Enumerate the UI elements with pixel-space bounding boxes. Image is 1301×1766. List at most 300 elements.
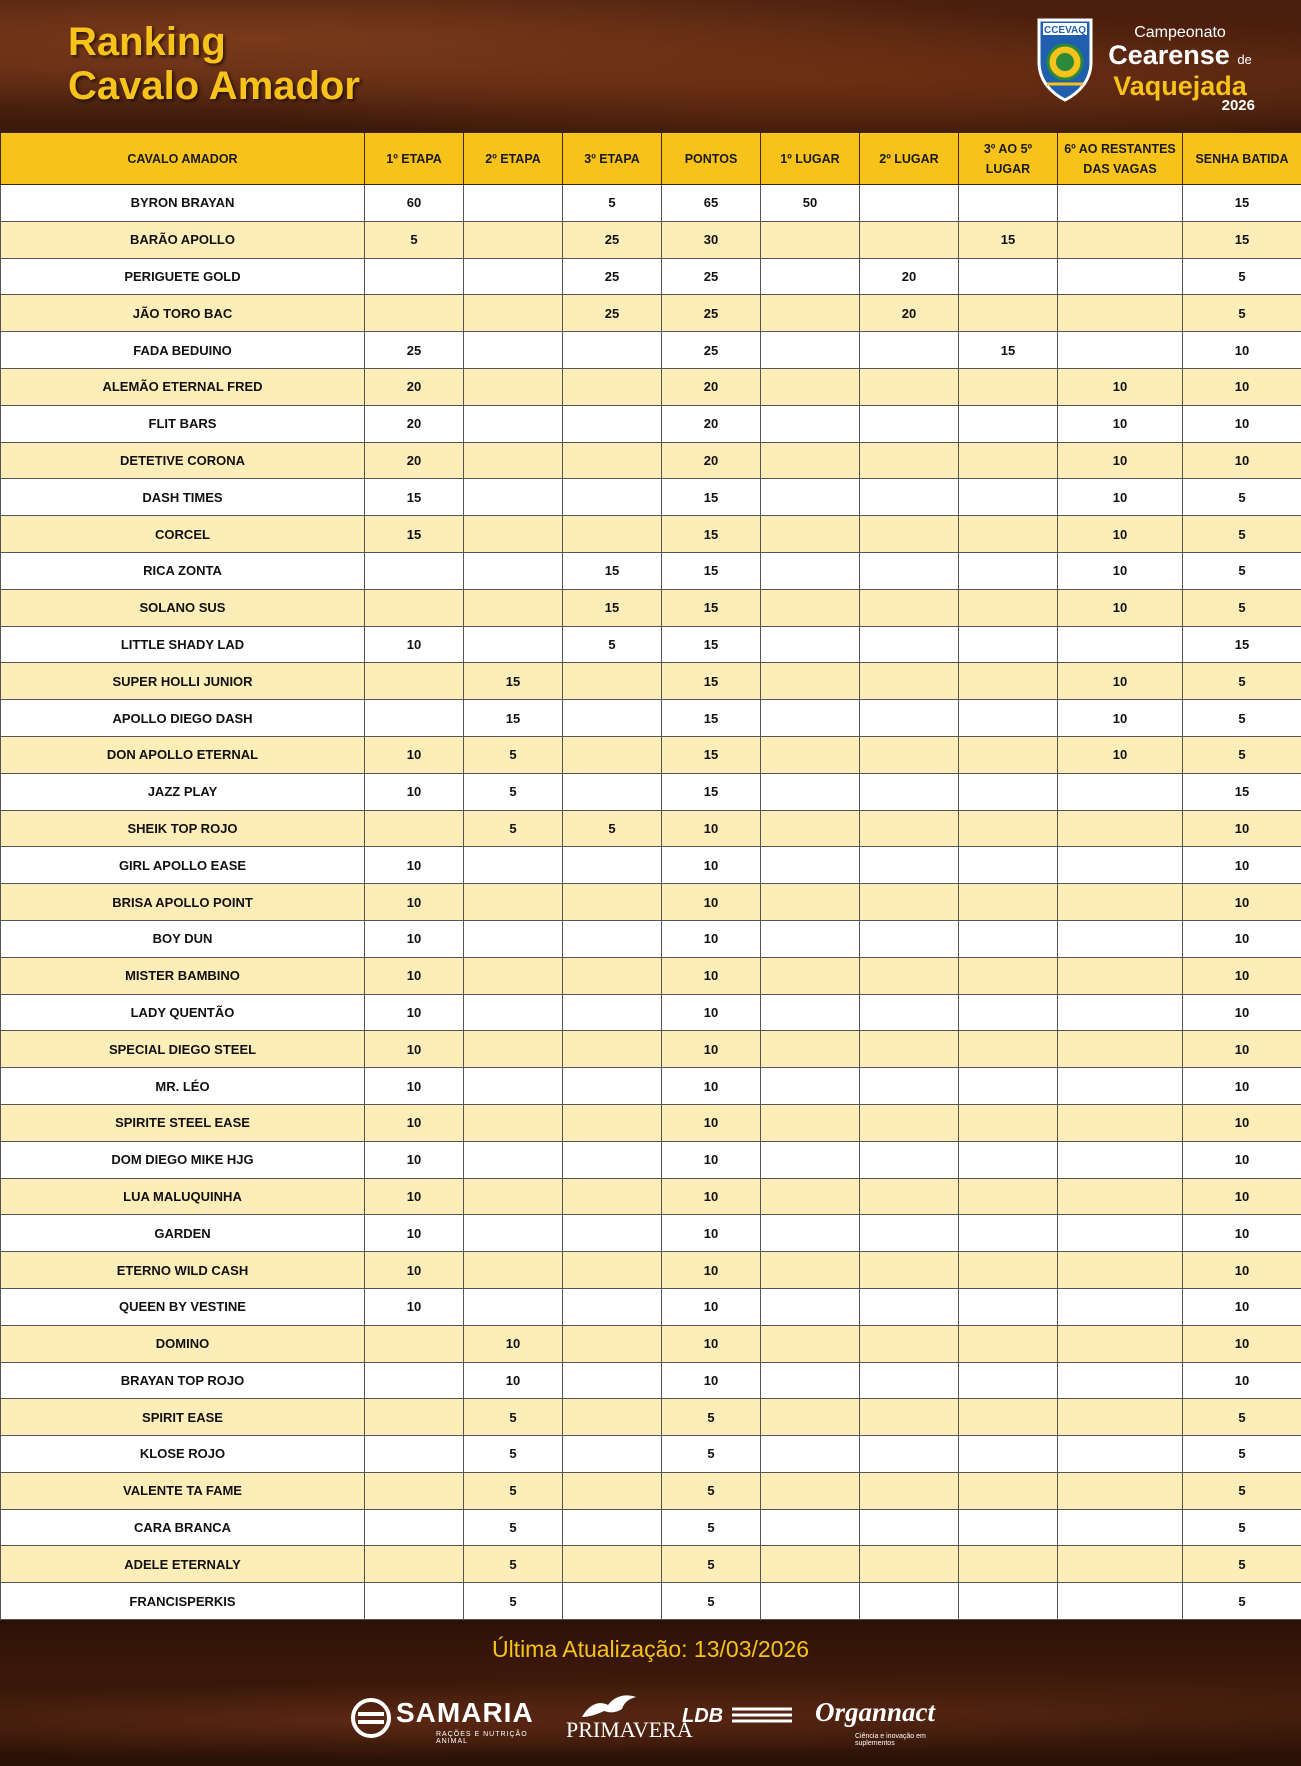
score-cell: 10 bbox=[662, 1068, 761, 1105]
score-cell: 10 bbox=[1183, 957, 1301, 994]
title-line-2: Cavalo Amador bbox=[68, 64, 360, 108]
score-cell: 15 bbox=[662, 626, 761, 663]
horse-name-cell: ALEMÃO ETERNAL FRED bbox=[1, 368, 365, 405]
logo-line-2-small: de bbox=[1237, 52, 1252, 67]
column-header: 1º LUGAR bbox=[761, 133, 860, 185]
score-cell bbox=[464, 1288, 563, 1325]
score-cell: 5 bbox=[662, 1509, 761, 1546]
horse-name-cell: ETERNO WILD CASH bbox=[1, 1252, 365, 1289]
score-cell bbox=[1058, 1325, 1183, 1362]
score-cell: 10 bbox=[365, 1215, 464, 1252]
score-cell bbox=[761, 295, 860, 332]
logo-text bbox=[1097, 24, 1263, 113]
score-cell: 10 bbox=[365, 1178, 464, 1215]
score-cell bbox=[860, 884, 959, 921]
horse-name-cell: LADY QUENTÃO bbox=[1, 994, 365, 1031]
score-cell bbox=[563, 1252, 662, 1289]
score-cell bbox=[860, 1068, 959, 1105]
score-cell bbox=[959, 258, 1058, 295]
score-cell: 10 bbox=[365, 994, 464, 1031]
score-cell: 15 bbox=[662, 663, 761, 700]
horse-name-cell: DOMINO bbox=[1, 1325, 365, 1362]
horse-name-cell: GIRL APOLLO EASE bbox=[1, 847, 365, 884]
score-cell: 5 bbox=[662, 1399, 761, 1436]
table-row bbox=[1, 773, 1301, 810]
score-cell bbox=[563, 736, 662, 773]
score-cell: 5 bbox=[563, 185, 662, 222]
score-cell bbox=[1058, 626, 1183, 663]
horse-name-cell: RICA ZONTA bbox=[1, 552, 365, 589]
table-row bbox=[1, 1252, 1301, 1289]
score-cell bbox=[365, 1399, 464, 1436]
score-cell bbox=[563, 332, 662, 369]
sponsor-primavera bbox=[562, 1691, 693, 1751]
horse-name-cell: KLOSE ROJO bbox=[1, 1436, 365, 1473]
score-cell: 10 bbox=[1058, 663, 1183, 700]
score-cell: 5 bbox=[464, 1546, 563, 1583]
score-cell bbox=[464, 1104, 563, 1141]
score-cell bbox=[1058, 1252, 1183, 1289]
score-cell: 10 bbox=[1058, 552, 1183, 589]
score-cell bbox=[563, 957, 662, 994]
score-cell bbox=[563, 1104, 662, 1141]
score-cell: 15 bbox=[1183, 221, 1301, 258]
score-cell bbox=[761, 1068, 860, 1105]
score-cell bbox=[959, 516, 1058, 553]
score-cell bbox=[563, 1472, 662, 1509]
score-cell: 10 bbox=[1058, 736, 1183, 773]
score-cell: 60 bbox=[365, 185, 464, 222]
horse-name-cell: LITTLE SHADY LAD bbox=[1, 626, 365, 663]
score-cell: 5 bbox=[662, 1583, 761, 1620]
table-row bbox=[1, 1288, 1301, 1325]
score-cell bbox=[365, 1509, 464, 1546]
score-cell bbox=[464, 1252, 563, 1289]
score-cell: 15 bbox=[959, 332, 1058, 369]
score-cell bbox=[1058, 1031, 1183, 1068]
score-cell bbox=[563, 1325, 662, 1362]
score-cell bbox=[1058, 1215, 1183, 1252]
score-cell bbox=[860, 1472, 959, 1509]
score-cell bbox=[959, 1031, 1058, 1068]
score-cell: 10 bbox=[365, 773, 464, 810]
score-cell bbox=[959, 1436, 1058, 1473]
score-cell bbox=[365, 295, 464, 332]
table-row bbox=[1, 994, 1301, 1031]
score-cell bbox=[761, 1509, 860, 1546]
score-cell: 5 bbox=[464, 1583, 563, 1620]
score-cell bbox=[860, 185, 959, 222]
score-cell bbox=[959, 1178, 1058, 1215]
score-cell bbox=[761, 1215, 860, 1252]
score-cell bbox=[860, 700, 959, 737]
score-cell bbox=[365, 1362, 464, 1399]
score-cell: 10 bbox=[1183, 1325, 1301, 1362]
score-cell bbox=[365, 1546, 464, 1583]
score-cell: 5 bbox=[1183, 1436, 1301, 1473]
score-cell bbox=[365, 258, 464, 295]
score-cell: 5 bbox=[662, 1436, 761, 1473]
score-cell: 10 bbox=[1058, 442, 1183, 479]
score-cell bbox=[563, 1509, 662, 1546]
score-cell bbox=[959, 1546, 1058, 1583]
score-cell bbox=[464, 258, 563, 295]
score-cell bbox=[464, 1178, 563, 1215]
score-cell: 5 bbox=[1183, 589, 1301, 626]
table-row bbox=[1, 332, 1301, 369]
horse-name-cell: JÃO TORO BAC bbox=[1, 295, 365, 332]
score-cell bbox=[563, 1031, 662, 1068]
table-row bbox=[1, 1104, 1301, 1141]
horse-name-cell: APOLLO DIEGO DASH bbox=[1, 700, 365, 737]
sponsor-samaria bbox=[350, 1691, 535, 1751]
organnact-subtitle: Ciência e inovação em suplementos bbox=[855, 1733, 926, 1747]
score-cell: 10 bbox=[365, 957, 464, 994]
horse-name-cell: QUEEN BY VESTINE bbox=[1, 1288, 365, 1325]
score-cell bbox=[860, 1399, 959, 1436]
score-cell bbox=[563, 1546, 662, 1583]
score-cell bbox=[464, 1068, 563, 1105]
table-row bbox=[1, 479, 1301, 516]
score-cell: 10 bbox=[662, 1178, 761, 1215]
score-cell: 50 bbox=[761, 185, 860, 222]
table-row bbox=[1, 442, 1301, 479]
score-cell bbox=[563, 1399, 662, 1436]
table-row bbox=[1, 185, 1301, 222]
score-cell bbox=[761, 442, 860, 479]
ldb-stripes-icon bbox=[732, 1707, 792, 1727]
score-cell bbox=[761, 1546, 860, 1583]
championship-logo bbox=[1033, 14, 1263, 114]
score-cell bbox=[860, 663, 959, 700]
score-cell bbox=[563, 479, 662, 516]
score-cell: 5 bbox=[563, 626, 662, 663]
score-cell: 15 bbox=[1183, 626, 1301, 663]
score-cell bbox=[860, 479, 959, 516]
score-cell bbox=[761, 332, 860, 369]
score-cell: 15 bbox=[563, 589, 662, 626]
score-cell bbox=[959, 700, 1058, 737]
score-cell: 5 bbox=[1183, 1472, 1301, 1509]
score-cell: 5 bbox=[662, 1546, 761, 1583]
score-cell bbox=[761, 1252, 860, 1289]
column-header: CAVALO AMADOR bbox=[1, 133, 365, 185]
score-cell: 10 bbox=[365, 1068, 464, 1105]
score-cell: 10 bbox=[1183, 920, 1301, 957]
score-cell bbox=[761, 258, 860, 295]
table-body bbox=[1, 185, 1301, 1620]
score-cell bbox=[563, 884, 662, 921]
score-cell: 15 bbox=[662, 552, 761, 589]
sponsor-ldb bbox=[682, 1691, 797, 1751]
score-cell: 20 bbox=[860, 258, 959, 295]
score-cell bbox=[959, 1141, 1058, 1178]
score-cell: 10 bbox=[365, 920, 464, 957]
score-cell: 20 bbox=[365, 442, 464, 479]
score-cell bbox=[860, 589, 959, 626]
score-cell: 5 bbox=[464, 773, 563, 810]
score-cell: 5 bbox=[464, 1399, 563, 1436]
score-cell bbox=[860, 405, 959, 442]
table-row bbox=[1, 1178, 1301, 1215]
score-cell bbox=[860, 810, 959, 847]
score-cell: 5 bbox=[464, 1436, 563, 1473]
score-cell: 10 bbox=[662, 957, 761, 994]
score-cell: 25 bbox=[365, 332, 464, 369]
score-cell bbox=[1058, 1141, 1183, 1178]
score-cell bbox=[959, 1362, 1058, 1399]
score-cell bbox=[563, 847, 662, 884]
primavera-name: PRIMAVERA bbox=[566, 1717, 693, 1742]
logo-line-3: Vaquejada bbox=[1113, 71, 1247, 101]
score-cell bbox=[464, 295, 563, 332]
table-row bbox=[1, 295, 1301, 332]
score-cell bbox=[1058, 847, 1183, 884]
score-cell bbox=[959, 1509, 1058, 1546]
score-cell bbox=[959, 1583, 1058, 1620]
score-cell: 10 bbox=[365, 626, 464, 663]
score-cell bbox=[959, 810, 1058, 847]
score-cell: 5 bbox=[1183, 1583, 1301, 1620]
horse-name-cell: LUA MALUQUINHA bbox=[1, 1178, 365, 1215]
score-cell bbox=[860, 994, 959, 1031]
table-row bbox=[1, 700, 1301, 737]
horse-name-cell: PERIGUETE GOLD bbox=[1, 258, 365, 295]
score-cell bbox=[761, 1325, 860, 1362]
table-row bbox=[1, 663, 1301, 700]
horse-name-cell: MR. LÉO bbox=[1, 1068, 365, 1105]
score-cell: 20 bbox=[662, 405, 761, 442]
score-cell: 10 bbox=[662, 884, 761, 921]
table-row bbox=[1, 847, 1301, 884]
score-cell: 10 bbox=[662, 920, 761, 957]
score-cell: 10 bbox=[1183, 442, 1301, 479]
score-cell bbox=[860, 847, 959, 884]
horse-name-cell: BARÃO APOLLO bbox=[1, 221, 365, 258]
score-cell bbox=[860, 332, 959, 369]
table-row bbox=[1, 1215, 1301, 1252]
horse-name-cell: MISTER BAMBINO bbox=[1, 957, 365, 994]
table-row bbox=[1, 516, 1301, 553]
samaria-logo-icon bbox=[350, 1697, 392, 1739]
score-cell bbox=[1058, 1436, 1183, 1473]
score-cell bbox=[563, 1068, 662, 1105]
table-row bbox=[1, 405, 1301, 442]
score-cell: 10 bbox=[1183, 994, 1301, 1031]
score-cell bbox=[464, 957, 563, 994]
table-row bbox=[1, 1325, 1301, 1362]
score-cell: 15 bbox=[662, 736, 761, 773]
score-cell bbox=[1058, 295, 1183, 332]
score-cell bbox=[1058, 1546, 1183, 1583]
score-cell: 15 bbox=[662, 479, 761, 516]
score-cell bbox=[464, 920, 563, 957]
score-cell bbox=[563, 405, 662, 442]
score-cell bbox=[959, 442, 1058, 479]
score-cell bbox=[464, 185, 563, 222]
score-cell: 15 bbox=[365, 479, 464, 516]
score-cell bbox=[761, 1583, 860, 1620]
score-cell bbox=[761, 810, 860, 847]
score-cell: 5 bbox=[1183, 1399, 1301, 1436]
horse-name-cell: CORCEL bbox=[1, 516, 365, 553]
score-cell: 10 bbox=[365, 736, 464, 773]
score-cell bbox=[860, 1031, 959, 1068]
score-cell: 10 bbox=[1183, 1031, 1301, 1068]
score-cell bbox=[563, 994, 662, 1031]
score-cell bbox=[860, 1104, 959, 1141]
score-cell bbox=[761, 589, 860, 626]
score-cell bbox=[563, 663, 662, 700]
horse-name-cell: JAZZ PLAY bbox=[1, 773, 365, 810]
score-cell bbox=[860, 1546, 959, 1583]
score-cell bbox=[761, 1031, 860, 1068]
table-row bbox=[1, 552, 1301, 589]
score-cell bbox=[365, 1436, 464, 1473]
column-header: 6º AO RESTANTES DAS VAGAS bbox=[1058, 133, 1183, 185]
score-cell bbox=[1058, 1178, 1183, 1215]
column-header: 2º ETAPA bbox=[464, 133, 563, 185]
horse-name-cell: BRISA APOLLO POINT bbox=[1, 884, 365, 921]
column-header: SENHA BATIDA bbox=[1183, 133, 1301, 185]
score-cell bbox=[563, 700, 662, 737]
score-cell: 10 bbox=[365, 1031, 464, 1068]
score-cell bbox=[464, 442, 563, 479]
score-cell: 15 bbox=[662, 589, 761, 626]
score-cell: 10 bbox=[662, 1215, 761, 1252]
score-cell bbox=[464, 626, 563, 663]
score-cell: 15 bbox=[464, 663, 563, 700]
title-line-1: Ranking bbox=[68, 20, 226, 64]
score-cell bbox=[959, 994, 1058, 1031]
score-cell bbox=[959, 405, 1058, 442]
score-cell bbox=[365, 1583, 464, 1620]
score-cell bbox=[959, 1215, 1058, 1252]
horse-name-cell: DOM DIEGO MIKE HJG bbox=[1, 1141, 365, 1178]
score-cell: 5 bbox=[1183, 258, 1301, 295]
score-cell bbox=[761, 552, 860, 589]
score-cell: 10 bbox=[1058, 700, 1183, 737]
score-cell bbox=[860, 442, 959, 479]
shield-icon bbox=[1033, 14, 1097, 104]
horse-name-cell: FLIT BARS bbox=[1, 405, 365, 442]
score-cell: 10 bbox=[662, 1288, 761, 1325]
score-cell bbox=[761, 479, 860, 516]
score-cell bbox=[860, 1583, 959, 1620]
score-cell bbox=[959, 1252, 1058, 1289]
score-cell bbox=[464, 589, 563, 626]
column-header: 2º LUGAR bbox=[860, 133, 959, 185]
last-update-text: Última Atualização: 13/03/2026 bbox=[491, 1636, 810, 1662]
score-cell bbox=[761, 736, 860, 773]
score-cell: 15 bbox=[1183, 773, 1301, 810]
score-cell bbox=[563, 1215, 662, 1252]
score-cell bbox=[860, 516, 959, 553]
score-cell: 10 bbox=[1183, 1178, 1301, 1215]
score-cell: 30 bbox=[662, 221, 761, 258]
score-cell: 10 bbox=[1058, 589, 1183, 626]
table-header bbox=[1, 133, 1301, 185]
score-cell bbox=[959, 1104, 1058, 1141]
score-cell bbox=[761, 773, 860, 810]
samaria-subtitle: RAÇÕES E NUTRIÇÃO ANIMAL bbox=[436, 1731, 528, 1745]
score-cell: 20 bbox=[662, 368, 761, 405]
score-cell: 5 bbox=[1183, 479, 1301, 516]
table-row bbox=[1, 957, 1301, 994]
score-cell bbox=[959, 884, 1058, 921]
table-row bbox=[1, 626, 1301, 663]
score-cell bbox=[959, 1068, 1058, 1105]
header-row bbox=[1, 133, 1301, 185]
score-cell: 5 bbox=[1183, 295, 1301, 332]
table-row bbox=[1, 368, 1301, 405]
score-cell bbox=[464, 479, 563, 516]
score-cell bbox=[761, 1104, 860, 1141]
score-cell bbox=[761, 884, 860, 921]
table-row bbox=[1, 920, 1301, 957]
score-cell: 20 bbox=[365, 368, 464, 405]
score-cell: 15 bbox=[662, 773, 761, 810]
score-cell bbox=[563, 1288, 662, 1325]
score-cell: 5 bbox=[464, 1472, 563, 1509]
score-cell bbox=[1058, 957, 1183, 994]
score-cell bbox=[1058, 1583, 1183, 1620]
score-cell: 5 bbox=[1183, 1546, 1301, 1583]
score-cell bbox=[1058, 1068, 1183, 1105]
score-cell bbox=[563, 1436, 662, 1473]
score-cell bbox=[464, 516, 563, 553]
score-cell: 15 bbox=[563, 552, 662, 589]
score-cell bbox=[761, 516, 860, 553]
score-cell bbox=[563, 516, 662, 553]
table-row bbox=[1, 1068, 1301, 1105]
horse-name-cell: DASH TIMES bbox=[1, 479, 365, 516]
score-cell bbox=[1058, 1288, 1183, 1325]
score-cell bbox=[1058, 1104, 1183, 1141]
table-row bbox=[1, 810, 1301, 847]
score-cell bbox=[959, 773, 1058, 810]
score-cell bbox=[365, 552, 464, 589]
horse-name-cell: BRAYAN TOP ROJO bbox=[1, 1362, 365, 1399]
score-cell bbox=[959, 1288, 1058, 1325]
logo-badge: CCEVAQ bbox=[1043, 25, 1087, 36]
score-cell bbox=[959, 589, 1058, 626]
score-cell: 10 bbox=[662, 1252, 761, 1289]
score-cell bbox=[1058, 810, 1183, 847]
score-cell: 10 bbox=[1183, 1141, 1301, 1178]
horse-name-cell: SPECIAL DIEGO STEEL bbox=[1, 1031, 365, 1068]
score-cell bbox=[761, 957, 860, 994]
score-cell: 15 bbox=[662, 700, 761, 737]
score-cell bbox=[860, 957, 959, 994]
score-cell bbox=[365, 700, 464, 737]
score-cell: 10 bbox=[662, 810, 761, 847]
score-cell bbox=[464, 405, 563, 442]
score-cell: 10 bbox=[1183, 810, 1301, 847]
score-cell bbox=[563, 1583, 662, 1620]
score-cell bbox=[959, 1325, 1058, 1362]
score-cell bbox=[860, 552, 959, 589]
score-cell bbox=[1058, 1472, 1183, 1509]
score-cell bbox=[860, 1178, 959, 1215]
score-cell bbox=[761, 626, 860, 663]
table-row bbox=[1, 221, 1301, 258]
score-cell bbox=[761, 700, 860, 737]
table-row bbox=[1, 1362, 1301, 1399]
score-cell: 10 bbox=[1058, 368, 1183, 405]
score-cell: 25 bbox=[662, 295, 761, 332]
score-cell bbox=[464, 221, 563, 258]
